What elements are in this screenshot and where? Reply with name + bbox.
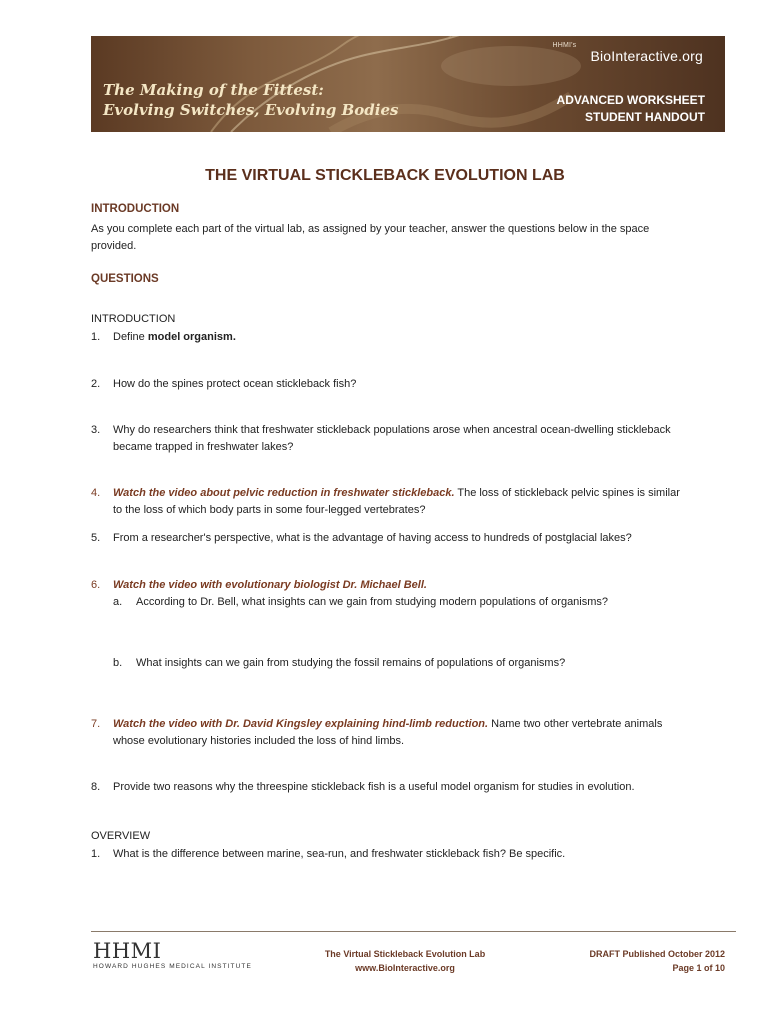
question-7-instruction: Watch the video with Dr. David Kingsley explaining hind-limb reduction.	[113, 718, 489, 730]
banner-title-line1: The Making of the Fittest:	[103, 81, 324, 99]
question-8	[91, 779, 691, 796]
question-6a-letter: a.	[113, 596, 123, 608]
question-7-number: 7.	[91, 718, 101, 730]
hhmi-logo	[93, 940, 252, 970]
question-4-instruction: Watch the video about pelvic reduction in freshwater stickleback.	[113, 487, 455, 499]
question-1-number: 1.	[91, 331, 101, 343]
intro-section-label: INTRODUCTION	[91, 313, 176, 325]
overview-question-1	[91, 846, 691, 863]
banner-subtitle-line2: STUDENT HANDOUT	[585, 110, 705, 124]
question-1-text: Define	[113, 331, 148, 343]
question-8-number: 8.	[91, 781, 101, 793]
footer-published: DRAFT Published October 2012	[589, 949, 725, 959]
question-6a	[113, 594, 693, 611]
biointeractive-logo	[552, 42, 703, 64]
footer-divider	[91, 931, 736, 932]
overview-question-1-number: 1.	[91, 848, 101, 860]
question-4	[91, 485, 691, 519]
question-2-text: How do the spines protect ocean stickleback fish?	[113, 378, 357, 390]
footer-website-link[interactable]: www.BioInteractive.org	[355, 963, 455, 973]
hhmi-logo-name: HOWARD HUGHES MEDICAL INSTITUTE	[93, 963, 252, 970]
footer-center	[280, 947, 530, 975]
footer-right	[589, 947, 725, 975]
banner-subtitle-line1: ADVANCED WORKSHEET	[556, 93, 705, 107]
introduction-heading: INTRODUCTION	[91, 203, 180, 215]
question-7-text: Name two other vertebrate animals whose evolutionary histories included the loss of hind limbs.	[113, 718, 663, 747]
hhmi-logo-text: HHMI	[93, 939, 162, 963]
footer-page-number: Page 1 of 10	[672, 963, 725, 973]
question-2	[91, 376, 691, 393]
question-6a-text: According to Dr. Bell, what insights can we gain from studying modern populations of organisms?	[136, 596, 609, 608]
question-6b	[113, 655, 693, 672]
page-title: THE VIRTUAL STICKLEBACK EVOLUTION LAB	[205, 167, 565, 184]
question-6b-text: What insights can we gain from studying the fossil remains of populations of organisms?	[136, 657, 566, 669]
question-3	[91, 422, 691, 456]
question-1	[91, 329, 691, 346]
question-4-text: The loss of stickleback pelvic spines is similar to the loss of which body parts in some four-legged vertebrates?	[113, 487, 680, 516]
questions-heading: QUESTIONS	[91, 273, 159, 285]
question-6b-letter: b.	[113, 657, 123, 669]
introduction-text: As you complete each part of the virtual lab, as assigned by your teacher, answer the questions below in the space provided.	[91, 223, 650, 252]
question-3-text: Why do researchers think that freshwater stickleback populations arose when ancestral ocean-dwelling stickleback became trapped in freshwater lakes?	[113, 424, 671, 453]
banner-title-line2: Evolving Switches, Evolving Bodies	[103, 101, 399, 119]
question-7	[91, 716, 691, 750]
question-6-number: 6.	[91, 579, 101, 591]
banner-title	[103, 80, 398, 120]
question-8-text: Provide two reasons why the threespine stickleback fish is a useful model organism for studies in evolution.	[113, 781, 635, 793]
banner-logo-text: BioInteractive.org	[590, 48, 703, 64]
question-5-number: 5.	[91, 532, 101, 544]
question-5	[91, 530, 691, 547]
footer-doc-title: The Virtual Stickleback Evolution Lab	[324, 949, 486, 959]
question-6-instruction: Watch the video with evolutionary biologist Dr. Michael Bell.	[113, 579, 427, 591]
question-4-number: 4.	[91, 487, 101, 499]
banner-subtitle	[557, 92, 705, 126]
header-banner	[91, 36, 725, 132]
question-1-bold: model organism.	[147, 331, 236, 343]
overview-section-label: OVERVIEW	[91, 830, 151, 842]
question-6	[91, 577, 691, 594]
question-5-text: From a researcher's perspective, what is the advantage of having access to hundreds of postglacial lakes?	[113, 532, 632, 544]
banner-logo-small: HHMI's	[552, 42, 577, 49]
question-3-number: 3.	[91, 424, 101, 436]
question-2-number: 2.	[91, 378, 101, 390]
overview-question-1-text: What is the difference between marine, sea-run, and freshwater stickleback fish? Be specific.	[113, 848, 566, 860]
